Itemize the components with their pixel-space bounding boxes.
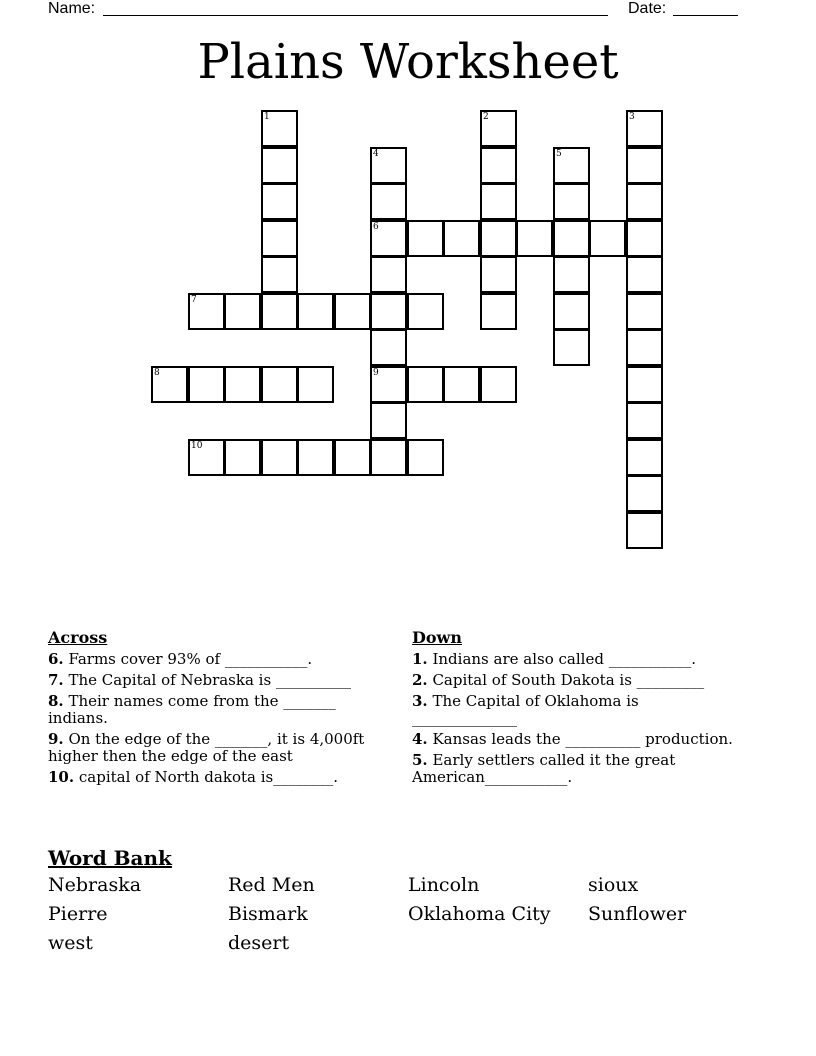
word-bank-item: Sunflower	[588, 903, 687, 925]
crossword-cell[interactable]	[188, 439, 225, 476]
crossword-cell[interactable]	[480, 110, 517, 147]
crossword-cell[interactable]	[553, 293, 590, 330]
clue-number: 4	[373, 149, 379, 159]
crossword-cell[interactable]	[407, 439, 444, 476]
crossword-cell[interactable]	[553, 147, 590, 184]
crossword-cell[interactable]	[224, 366, 261, 403]
crossword-cell[interactable]	[297, 439, 334, 476]
crossword-cell[interactable]	[553, 220, 590, 257]
crossword-cell[interactable]	[480, 220, 517, 257]
crossword-cell[interactable]	[553, 329, 590, 366]
crossword-cell[interactable]	[261, 110, 298, 147]
crossword-cell[interactable]	[626, 293, 663, 330]
clue-down-2: 2. Capital of South Dakota is _________	[412, 671, 705, 689]
clue-number: 3	[629, 112, 635, 122]
crossword-cell[interactable]	[626, 512, 663, 549]
crossword-cell[interactable]	[407, 293, 444, 330]
clue-number: 6	[373, 222, 379, 232]
word-bank-item: Red Men	[228, 874, 315, 896]
crossword-cell[interactable]	[443, 220, 480, 257]
crossword-cell[interactable]	[334, 439, 371, 476]
crossword-cell[interactable]	[370, 147, 407, 184]
clue-down-4: 4. Kansas leads the __________ production.	[412, 730, 733, 748]
name-label: Name:	[48, 0, 96, 17]
page-title: Plains Worksheet	[197, 34, 619, 90]
crossword-cell[interactable]	[261, 220, 298, 257]
crossword-cell[interactable]	[261, 439, 298, 476]
clue-across-8: 8. Their names come from the _______ indians.	[48, 692, 336, 727]
crossword-cell[interactable]	[370, 293, 407, 330]
word-bank-item: Lincoln	[408, 874, 480, 896]
word-bank-item: desert	[228, 932, 290, 954]
crossword-cell[interactable]	[480, 256, 517, 293]
down-heading: Down	[412, 628, 462, 647]
down-clues	[412, 628, 747, 790]
crossword-cell[interactable]	[224, 293, 261, 330]
crossword-cell[interactable]	[188, 293, 225, 330]
crossword-cell[interactable]	[626, 329, 663, 366]
word-bank-item: Oklahoma City	[408, 903, 551, 925]
crossword-cell[interactable]	[626, 256, 663, 293]
crossword-cell[interactable]	[626, 220, 663, 257]
clue-number: 10	[191, 441, 203, 451]
clue-across-9: 9. On the edge of the _______, it is 4,000ft higher then the edge of the east	[48, 730, 365, 765]
crossword-cell[interactable]	[626, 475, 663, 512]
word-bank	[48, 845, 768, 958]
clue-number: 9	[373, 368, 379, 378]
clue-down-3: 3. The Capital of Oklahoma is ______________	[412, 692, 639, 727]
word-bank-list	[48, 871, 768, 958]
crossword-cell[interactable]	[297, 366, 334, 403]
word-bank-item: Nebraska	[48, 874, 142, 896]
clue-number: 8	[154, 368, 160, 378]
crossword-cell[interactable]	[626, 439, 663, 476]
crossword-cell[interactable]	[261, 256, 298, 293]
crossword-cell[interactable]	[626, 366, 663, 403]
crossword-cell[interactable]	[407, 366, 444, 403]
crossword-cell[interactable]	[480, 147, 517, 184]
clue-across-7: 7. The Capital of Nebraska is __________	[48, 671, 351, 689]
crossword-cell[interactable]	[516, 220, 553, 257]
word-bank-item: Pierre	[48, 903, 108, 925]
crossword-cell[interactable]	[334, 293, 371, 330]
across-clues	[48, 628, 378, 790]
crossword-cell[interactable]	[553, 256, 590, 293]
crossword-cell[interactable]	[370, 256, 407, 293]
clue-number: 5	[556, 149, 562, 159]
crossword-cell[interactable]	[589, 220, 626, 257]
word-bank-heading: Word Bank	[48, 846, 172, 870]
clue-down-1: 1. Indians are also called ___________.	[412, 650, 696, 668]
crossword-cell[interactable]	[224, 439, 261, 476]
clue-across-6: 6. Farms cover 93% of ___________.	[48, 650, 313, 668]
clue-down-5: 5. Early settlers called it the great American___________.	[412, 751, 676, 786]
word-bank-item: Bismark	[228, 903, 308, 925]
date-label: Date:	[628, 0, 667, 17]
crossword-cell[interactable]	[626, 110, 663, 147]
crossword-cell[interactable]	[297, 293, 334, 330]
crossword-cell[interactable]	[370, 329, 407, 366]
crossword-cell[interactable]	[480, 366, 517, 403]
crossword-cell[interactable]	[370, 439, 407, 476]
crossword-cell[interactable]	[370, 183, 407, 220]
clue-across-10: 10. capital of North dakota is________.	[48, 768, 338, 786]
crossword-cell[interactable]	[370, 220, 407, 257]
clue-number: 7	[191, 295, 197, 305]
crossword-cell[interactable]	[480, 293, 517, 330]
crossword-cell[interactable]	[553, 183, 590, 220]
crossword-cell[interactable]	[151, 366, 188, 403]
clue-number: 1	[264, 112, 270, 122]
word-bank-item: sioux	[588, 874, 639, 896]
crossword-cell[interactable]	[443, 366, 480, 403]
crossword-cell[interactable]	[407, 220, 444, 257]
crossword-cell[interactable]	[626, 402, 663, 439]
crossword-cell[interactable]	[261, 147, 298, 184]
crossword-cell[interactable]	[370, 402, 407, 439]
crossword-cell[interactable]	[370, 366, 407, 403]
clue-number: 2	[483, 112, 489, 122]
across-heading: Across	[48, 628, 108, 647]
crossword-cell[interactable]	[261, 183, 298, 220]
crossword-cell[interactable]	[261, 366, 298, 403]
crossword-cell[interactable]	[626, 183, 663, 220]
crossword-cell[interactable]	[261, 293, 298, 330]
crossword-cell[interactable]	[480, 183, 517, 220]
word-bank-item: west	[48, 932, 93, 954]
crossword-cell[interactable]	[188, 366, 225, 403]
crossword-cell[interactable]	[626, 147, 663, 184]
